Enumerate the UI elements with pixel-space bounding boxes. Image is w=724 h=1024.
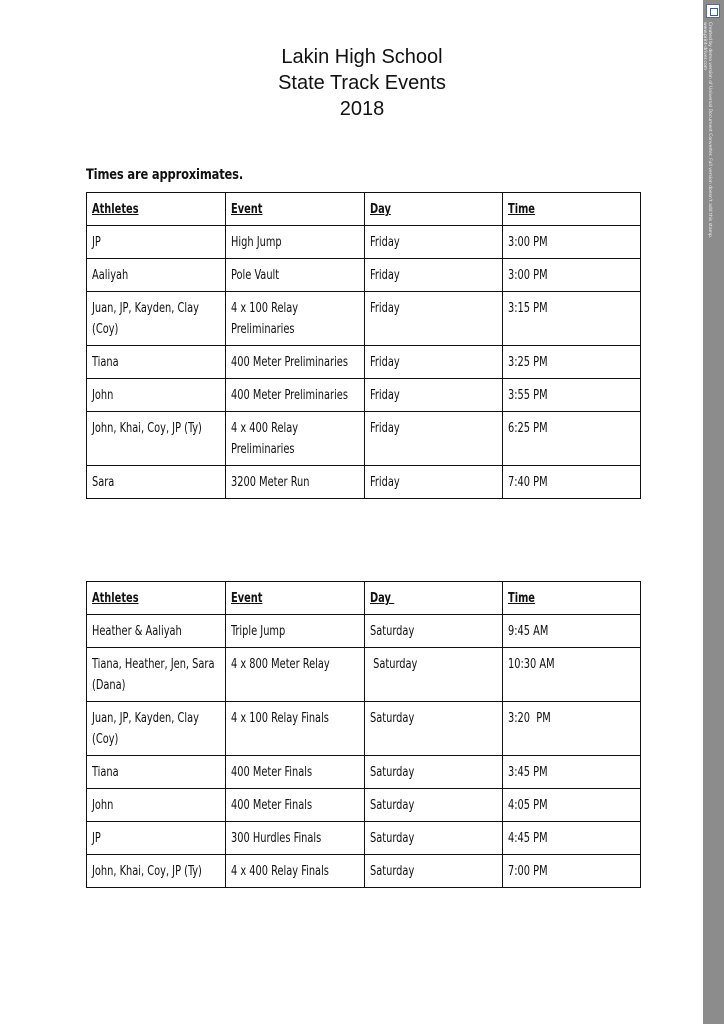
time-cell: 3:45 PM (503, 756, 641, 789)
table-row (87, 702, 641, 756)
watermark-line2: www.print-driver.com (702, 22, 707, 71)
athletes-cell: Tiana (87, 346, 226, 379)
table-row (87, 226, 641, 259)
day-cell: Saturday (365, 615, 503, 648)
event-cell: 4 x 800 Meter Relay (226, 648, 365, 702)
event-cell: 400 Meter Finals (226, 789, 365, 822)
event-cell: 3200 Meter Run (226, 466, 365, 499)
day-cell: Friday (365, 412, 503, 466)
athletes-cell: Tiana (87, 756, 226, 789)
event-name: State Track Events (278, 72, 446, 94)
day-cell: Saturday (365, 648, 503, 702)
watermark-text (702, 22, 712, 238)
header-athletes: Athletes (87, 193, 226, 226)
header-event: Event (226, 582, 365, 615)
table-row (87, 648, 641, 702)
event-cell: High Jump (226, 226, 365, 259)
day-cell: Friday (365, 259, 503, 292)
table-row (87, 292, 641, 346)
table-row (87, 822, 641, 855)
converter-logo-icon (706, 4, 720, 18)
time-cell: 10:30 AM (503, 648, 641, 702)
time-cell: 7:00 PM (503, 855, 641, 888)
event-cell: 4 x 100 Relay Preliminaries (226, 292, 365, 346)
table-row (87, 615, 641, 648)
time-cell: 3:00 PM (503, 259, 641, 292)
watermark-line1: Created by demo version of Universal Document Converter. Full version doesn't add this stamp. (707, 22, 712, 239)
time-cell: 3:15 PM (503, 292, 641, 346)
header-event: Event (226, 193, 365, 226)
event-year: 2018 (339, 98, 385, 120)
table-row (87, 756, 641, 789)
time-cell: 6:25 PM (503, 412, 641, 466)
event-cell: 400 Meter Finals (226, 756, 365, 789)
header-athletes: Athletes (87, 582, 226, 615)
athletes-cell: JP (87, 822, 226, 855)
day-cell: Saturday (365, 789, 503, 822)
day-cell: Saturday (365, 855, 503, 888)
day-cell: Friday (365, 379, 503, 412)
table-row (87, 259, 641, 292)
time-cell: 9:45 AM (503, 615, 641, 648)
time-cell: 3:25 PM (503, 346, 641, 379)
header-time: Time (503, 582, 641, 615)
table-header-row (87, 193, 641, 226)
day-cell: Friday (365, 226, 503, 259)
table-header-row (87, 582, 641, 615)
day-cell: Saturday (365, 702, 503, 756)
table-row (87, 412, 641, 466)
table-row (87, 379, 641, 412)
athletes-cell: Heather & Aaliyah (87, 615, 226, 648)
header-time: Time (503, 193, 641, 226)
athletes-cell: Sara (87, 466, 226, 499)
time-cell: 7:40 PM (503, 466, 641, 499)
event-cell: 4 x 100 Relay Finals (226, 702, 365, 756)
friday-schedule-table (86, 192, 641, 499)
event-cell: 4 x 400 Relay Preliminaries (226, 412, 365, 466)
athletes-cell: John, Khai, Coy, JP (Ty) (87, 412, 226, 466)
time-cell: 4:05 PM (503, 789, 641, 822)
table-row (87, 789, 641, 822)
day-cell: Friday (365, 466, 503, 499)
time-cell: 3:55 PM (503, 379, 641, 412)
event-cell: Triple Jump (226, 615, 365, 648)
athletes-cell: Aaliyah (87, 259, 226, 292)
table-row (87, 855, 641, 888)
document-title (0, 44, 724, 122)
event-cell: 400 Meter Preliminaries (226, 346, 365, 379)
athletes-cell: Tiana, Heather, Jen, Sara (Dana) (87, 648, 226, 702)
day-cell: Friday (365, 346, 503, 379)
athletes-cell: Juan, JP, Kayden, Clay (Coy) (87, 702, 226, 756)
header-day: Day (365, 582, 503, 615)
time-cell: 3:20 PM (503, 702, 641, 756)
athletes-cell: John (87, 379, 226, 412)
event-cell: 4 x 400 Relay Finals (226, 855, 365, 888)
athletes-cell: John, Khai, Coy, JP (Ty) (87, 855, 226, 888)
table-row (87, 346, 641, 379)
time-cell: 4:45 PM (503, 822, 641, 855)
event-cell: 400 Meter Preliminaries (226, 379, 365, 412)
table-row (87, 466, 641, 499)
school-name: Lakin High School (281, 46, 443, 68)
athletes-cell: John (87, 789, 226, 822)
time-cell: 3:00 PM (503, 226, 641, 259)
times-note: Times are approximates. (86, 167, 244, 183)
day-cell: Friday (365, 292, 503, 346)
header-day: Day (365, 193, 503, 226)
athletes-cell: Juan, JP, Kayden, Clay (Coy) (87, 292, 226, 346)
event-cell: 300 Hurdles Finals (226, 822, 365, 855)
event-cell: Pole Vault (226, 259, 365, 292)
day-cell: Saturday (365, 756, 503, 789)
saturday-schedule-table (86, 581, 641, 888)
day-cell: Saturday (365, 822, 503, 855)
athletes-cell: JP (87, 226, 226, 259)
